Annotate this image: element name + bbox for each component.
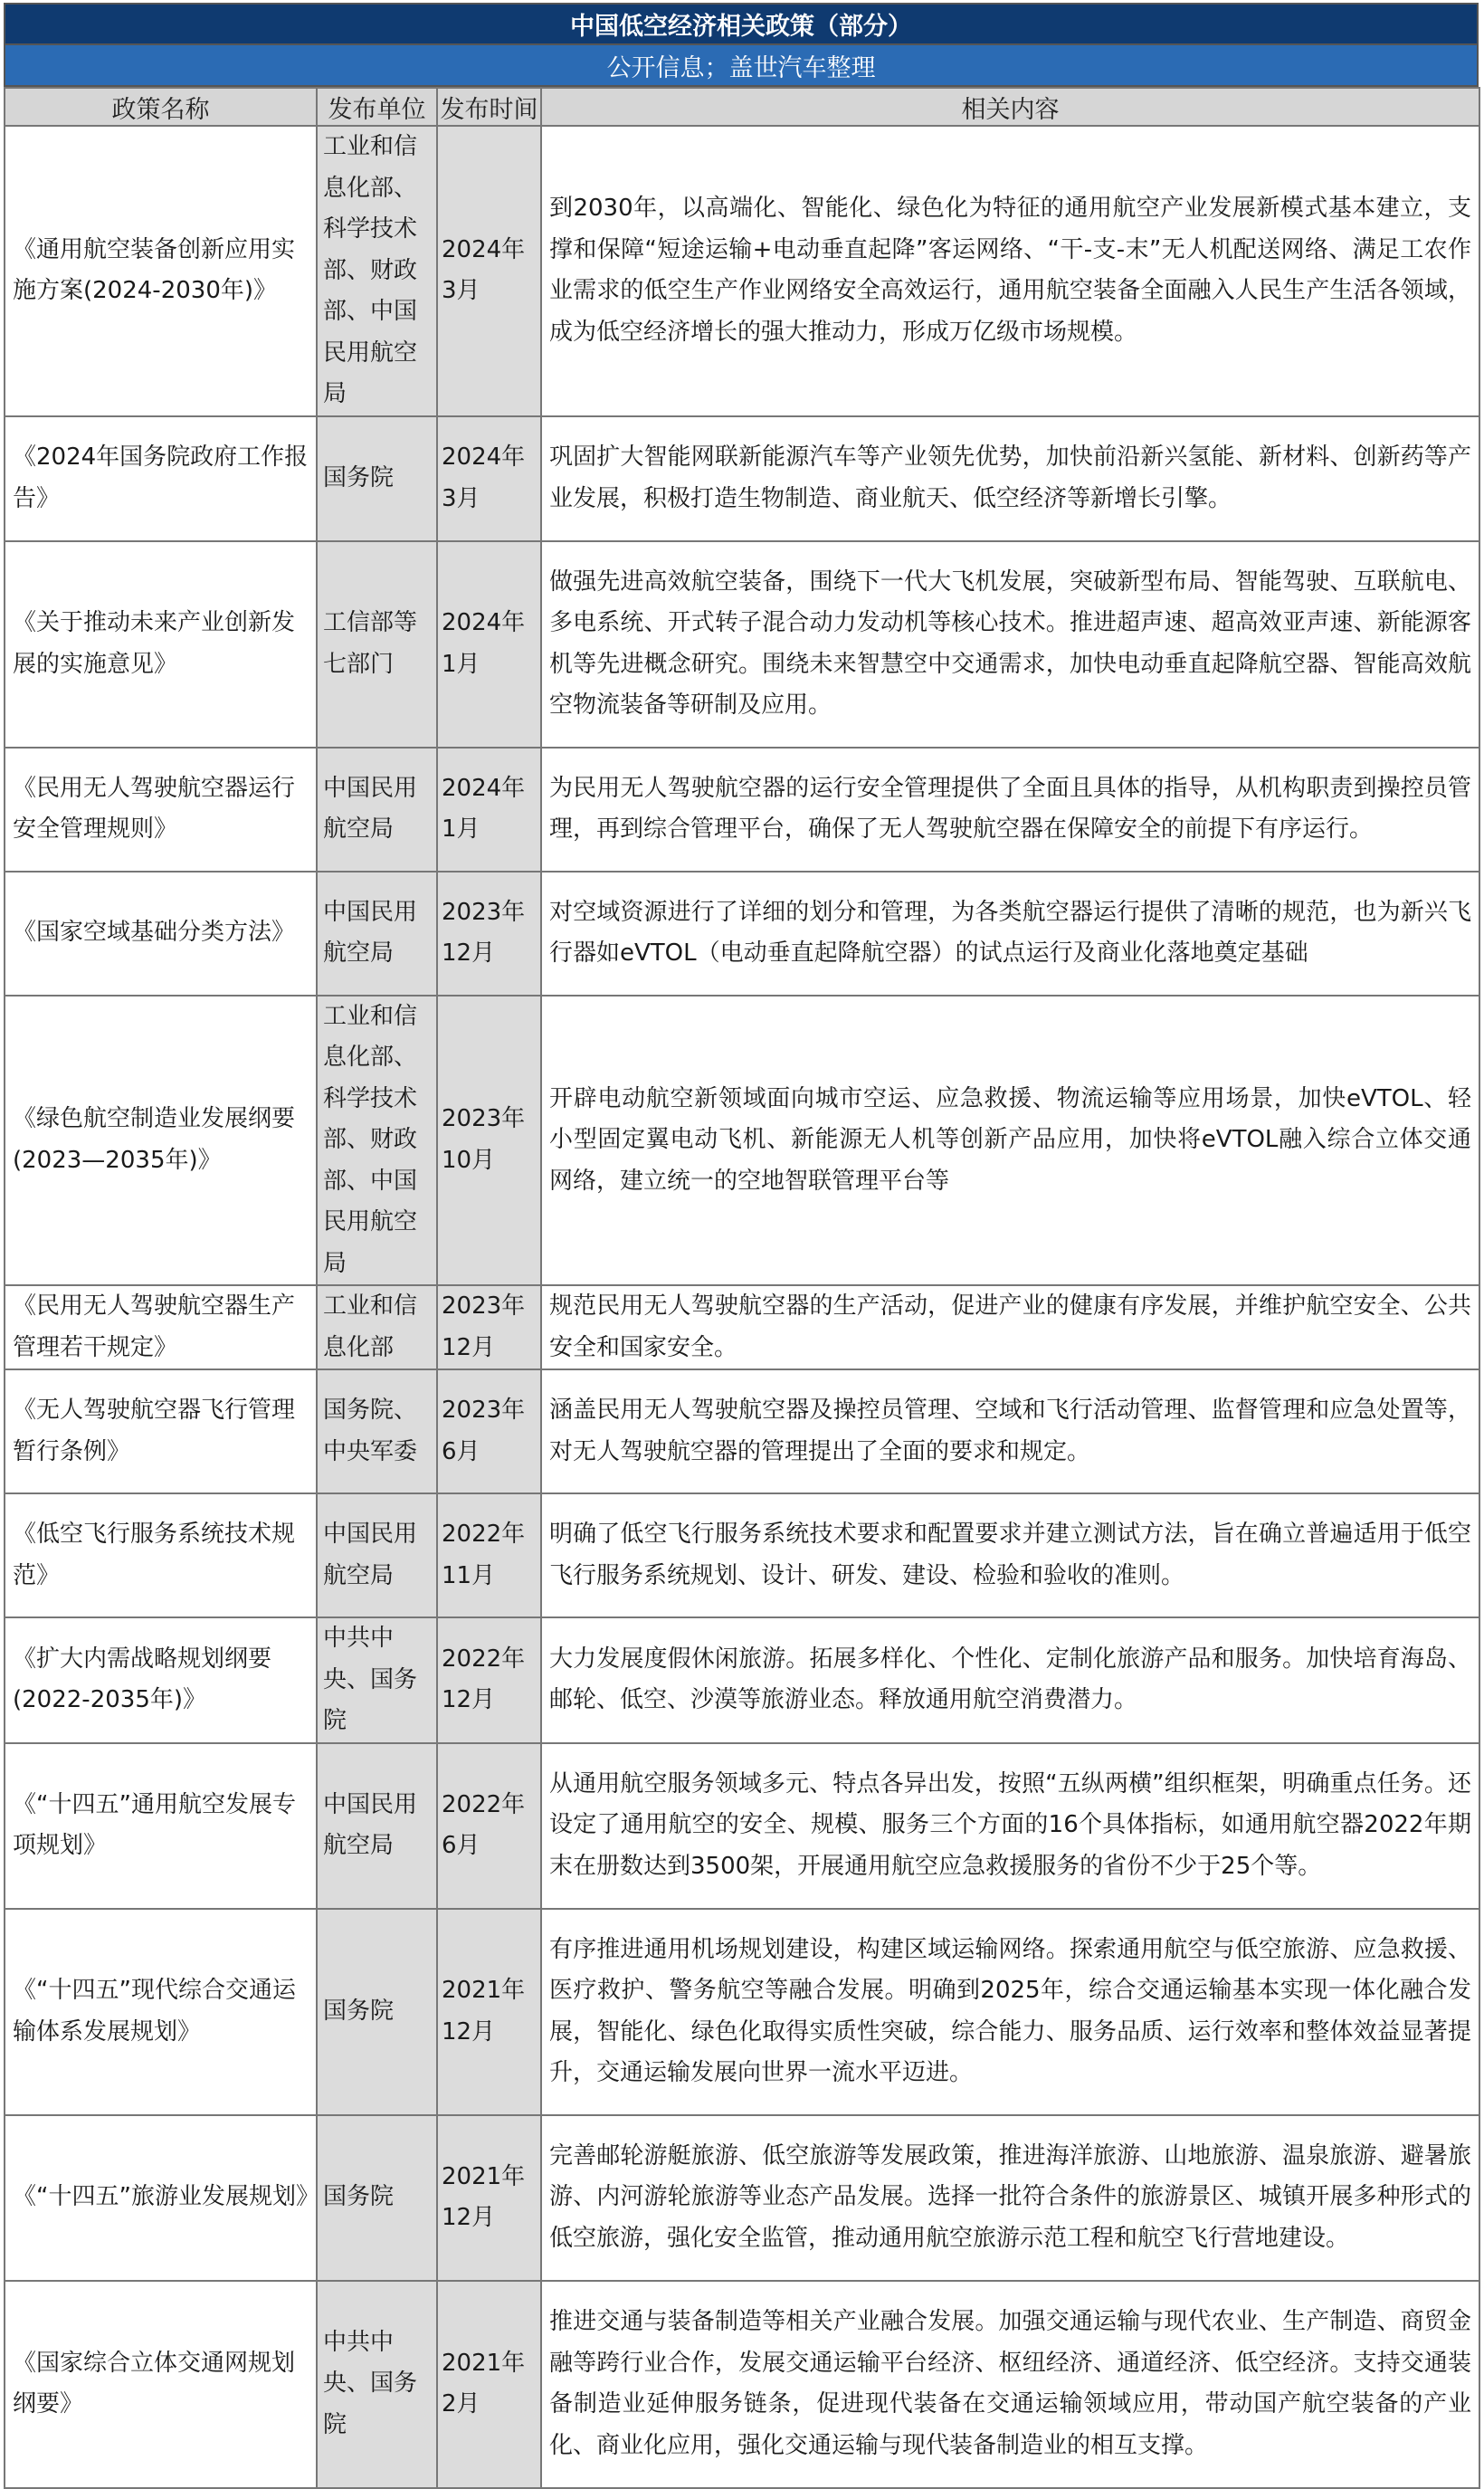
table-row bbox=[5, 1493, 1479, 1617]
policy-content: 涵盖民用无人驾驶航空器及操控员管理、空域和飞行活动管理、监督管理和应急处置等，对无人驾驶航空器的管理提出了全面的要求和规定。 bbox=[541, 1369, 1479, 1493]
policy-date: 2021年12月 bbox=[437, 2115, 541, 2281]
policy-issuer: 中国民用航空局 bbox=[317, 748, 437, 872]
policy-issuer: 工信部等七部门 bbox=[317, 541, 437, 748]
policy-content: 大力发展度假休闲旅游。拓展多样化、个性化、定制化旅游产品和服务。加快培育海岛、邮轮、低空、沙漠等旅游业态。释放通用航空消费潜力。 bbox=[541, 1617, 1479, 1743]
policy-content: 对空域资源进行了详细的划分和管理，为各类航空器运行提供了清晰的规范，也为新兴飞行器如eVTOL（电动垂直起降航空器）的试点运行及商业化落地奠定基础 bbox=[541, 872, 1479, 996]
policy-date: 2022年11月 bbox=[437, 1493, 541, 1617]
policy-issuer: 工业和信息化部、科学技术部、财政部、中国民用航空局 bbox=[317, 126, 437, 416]
policy-content: 从通用航空服务领域多元、特点各异出发，按照“五纵两横”组织框架，明确重点任务。还设定了通用航空的安全、规模、服务三个方面的16个具体指标，如通用航空器2022年期末在册数达到3500架，开展通用航空应急救援服务的省份不少于25个等。 bbox=[541, 1743, 1479, 1909]
policy-issuer: 中国民用航空局 bbox=[317, 1743, 437, 1909]
policy-content: 开辟电动航空新领域面向城市空运、应急救援、物流运输等应用场景，加快eVTOL、轻小型固定翼电动飞机、新能源无人机等创新产品应用，加快将eVTOL融入综合立体交通网络，建立统一的空地智联管理平台等 bbox=[541, 996, 1479, 1286]
table-row bbox=[5, 1369, 1479, 1493]
table-row bbox=[5, 126, 1479, 416]
policy-issuer: 工业和信息化部 bbox=[317, 1285, 437, 1369]
table-row bbox=[5, 1743, 1479, 1909]
policy-date: 2023年12月 bbox=[437, 872, 541, 996]
policy-date: 2022年6月 bbox=[437, 1743, 541, 1909]
table-row bbox=[5, 2115, 1479, 2281]
policy-date: 2021年2月 bbox=[437, 2281, 541, 2488]
table-row bbox=[5, 1909, 1479, 2115]
policy-content: 巩固扩大智能网联新能源汽车等产业领先优势，加快前沿新兴氢能、新材料、创新药等产业发展，积极打造生物制造、商业航天、低空经济等新增长引擎。 bbox=[541, 416, 1479, 541]
table-row bbox=[5, 541, 1479, 748]
policy-name: 《关于推动未来产业创新发展的实施意见》 bbox=[5, 541, 317, 748]
policy-name: 《国家空域基础分类方法》 bbox=[5, 872, 317, 996]
policy-issuer: 国务院 bbox=[317, 416, 437, 541]
column-header-name: 政策名称 bbox=[5, 88, 317, 126]
column-header-content: 相关内容 bbox=[541, 88, 1479, 126]
policy-name: 《通用航空装备创新应用实施方案(2024-2030年)》 bbox=[5, 126, 317, 416]
policy-content: 为民用无人驾驶航空器的运行安全管理提供了全面且具体的指导，从机构职责到操控员管理，再到综合管理平台，确保了无人驾驶航空器在保障安全的前提下有序运行。 bbox=[541, 748, 1479, 872]
policy-issuer: 中共中央、国务院 bbox=[317, 1617, 437, 1743]
policy-issuer: 国务院 bbox=[317, 2115, 437, 2281]
policy-date: 2023年12月 bbox=[437, 1285, 541, 1369]
header-row bbox=[5, 88, 1479, 126]
policy-table-page bbox=[4, 3, 1479, 2489]
policy-name: 《绿色航空制造业发展纲要(2023—2035年)》 bbox=[5, 996, 317, 1286]
policy-name: 《民用无人驾驶航空器运行安全管理规则》 bbox=[5, 748, 317, 872]
policy-issuer: 国务院、中央军委 bbox=[317, 1369, 437, 1493]
policy-name: 《“十四五”通用航空发展专项规划》 bbox=[5, 1743, 317, 1909]
policy-date: 2022年12月 bbox=[437, 1617, 541, 1743]
policy-issuer: 中国民用航空局 bbox=[317, 872, 437, 996]
policy-issuer: 中共中央、国务院 bbox=[317, 2281, 437, 2488]
policy-name: 《国家综合立体交通网规划纲要》 bbox=[5, 2281, 317, 2488]
policy-name: 《民用无人驾驶航空器生产管理若干规定》 bbox=[5, 1285, 317, 1369]
policy-name: 《“十四五”现代综合交通运输体系发展规划》 bbox=[5, 1909, 317, 2115]
table-row bbox=[5, 416, 1479, 541]
policy-date: 2024年3月 bbox=[437, 416, 541, 541]
policy-date: 2024年3月 bbox=[437, 126, 541, 416]
policy-issuer: 中国民用航空局 bbox=[317, 1493, 437, 1617]
policy-date: 2023年6月 bbox=[437, 1369, 541, 1493]
table-title: 中国低空经济相关政策（部分） bbox=[4, 3, 1479, 45]
source-note: 公开信息；盖世汽车整理 bbox=[4, 45, 1479, 87]
policy-name: 《低空飞行服务系统技术规范》 bbox=[5, 1493, 317, 1617]
policy-date: 2024年1月 bbox=[437, 748, 541, 872]
policy-content: 有序推进通用机场规划建设，构建区域运输网络。探索通用航空与低空旅游、应急救援、医疗救护、警务航空等融合发展。明确到2025年，综合交通运输基本实现一体化融合发展，智能化、绿色化取得实质性突破，综合能力、服务品质、运行效率和整体效益显著提升，交通运输发展向世界一流水平迈进。 bbox=[541, 1909, 1479, 2115]
policy-name: 《2024年国务院政府工作报告》 bbox=[5, 416, 317, 541]
policy-name: 《扩大内需战略规划纲要(2022-2035年)》 bbox=[5, 1617, 317, 1743]
policy-content: 完善邮轮游艇旅游、低空旅游等发展政策，推进海洋旅游、山地旅游、温泉旅游、避暑旅游、内河游轮旅游等业态产品发展。选择一批符合条件的旅游景区、城镇开展多种形式的低空旅游，强化安全监管，推动通用航空旅游示范工程和航空飞行营地建设。 bbox=[541, 2115, 1479, 2281]
policy-date: 2021年12月 bbox=[437, 1909, 541, 2115]
policy-content: 做强先进高效航空装备，围绕下一代大飞机发展，突破新型布局、智能驾驶、互联航电、多电系统、开式转子混合动力发动机等核心技术。推进超声速、超高效亚声速、新能源客机等先进概念研究。围绕未来智慧空中交通需求，加快电动垂直起降航空器、智能高效航空物流装备等研制及应用。 bbox=[541, 541, 1479, 748]
policy-content: 推进交通与装备制造等相关产业融合发展。加强交通运输与现代农业、生产制造、商贸金融等跨行业合作，发展交通运输平台经济、枢纽经济、通道经济、低空经济。支持交通装备制造业延伸服务链条，促进现代装备在交通运输领域应用，带动国产航空装备的产业化、商业化应用，强化交通运输与现代装备制造业的相互支撑。 bbox=[541, 2281, 1479, 2488]
policy-date: 2024年1月 bbox=[437, 541, 541, 748]
table-row bbox=[5, 748, 1479, 872]
policy-content: 明确了低空飞行服务系统技术要求和配置要求并建立测试方法，旨在确立普遍适用于低空飞行服务系统规划、设计、研发、建设、检验和验收的准则。 bbox=[541, 1493, 1479, 1617]
policy-table bbox=[4, 87, 1480, 2489]
policy-content: 到2030年，以高端化、智能化、绿色化为特征的通用航空产业发展新模式基本建立，支撑和保障“短途运输+电动垂直起降”客运网络、“干-支-末”无人机配送网络、满足工农作业需求的低空生产作业网络安全高效运行，通用航空装备全面融入人民生产生活各领域，成为低空经济增长的强大推动力，形成万亿级市场规模。 bbox=[541, 126, 1479, 416]
table-row bbox=[5, 872, 1479, 996]
policy-name: 《无人驾驶航空器飞行管理暂行条例》 bbox=[5, 1369, 317, 1493]
table-row bbox=[5, 1285, 1479, 1369]
table-row bbox=[5, 996, 1479, 1286]
policy-name: 《“十四五”旅游业发展规划》 bbox=[5, 2115, 317, 2281]
policy-issuer: 工业和信息化部、科学技术部、财政部、中国民用航空局 bbox=[317, 996, 437, 1286]
table-row bbox=[5, 2281, 1479, 2488]
policy-issuer: 国务院 bbox=[317, 1909, 437, 2115]
table-row bbox=[5, 1617, 1479, 1743]
column-header-issuer: 发布单位 bbox=[317, 88, 437, 126]
column-header-date: 发布时间 bbox=[437, 88, 541, 126]
policy-content: 规范民用无人驾驶航空器的生产活动，促进产业的健康有序发展，并维护航空安全、公共安全和国家安全。 bbox=[541, 1285, 1479, 1369]
policy-date: 2023年10月 bbox=[437, 996, 541, 1286]
